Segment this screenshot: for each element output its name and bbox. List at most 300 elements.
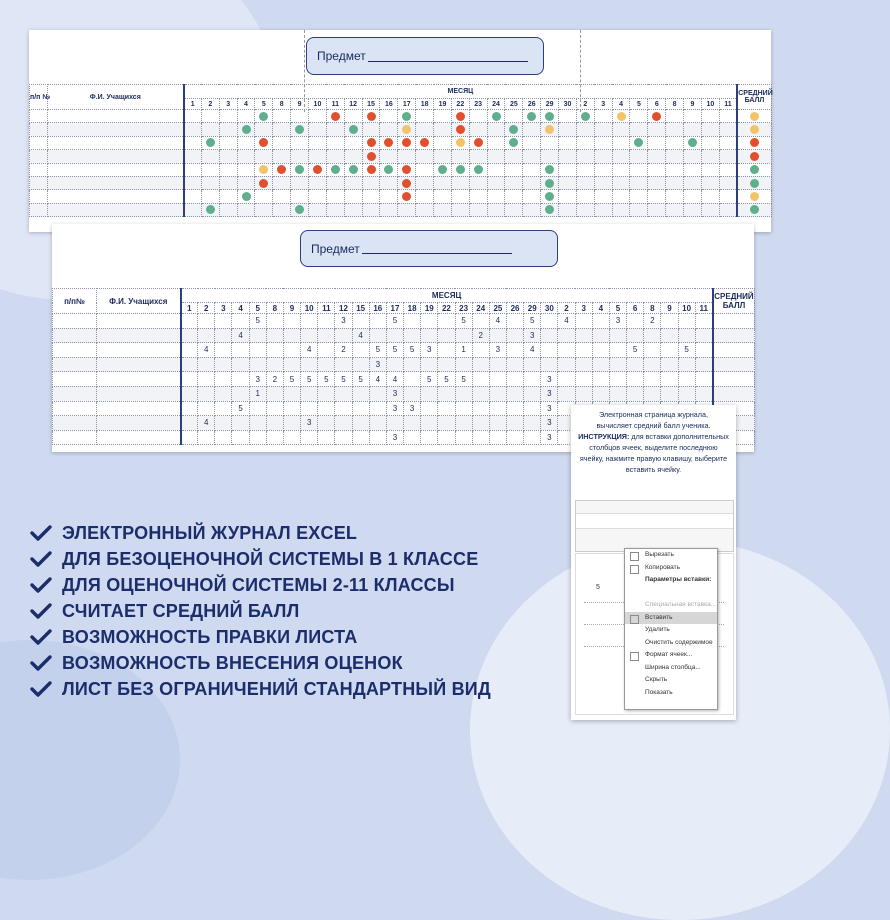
- grade-cell[interactable]: [575, 372, 592, 387]
- grade-cell[interactable]: [438, 401, 455, 416]
- grade-cell[interactable]: [630, 150, 648, 163]
- grade-cell[interactable]: [630, 203, 648, 216]
- grade-cell[interactable]: [575, 357, 592, 372]
- grade-cell[interactable]: 4: [352, 328, 369, 343]
- grade-cell[interactable]: [524, 401, 541, 416]
- grade-cell[interactable]: [326, 123, 344, 136]
- grade-cell[interactable]: [559, 123, 577, 136]
- grade-cell[interactable]: [434, 150, 452, 163]
- grade-cell[interactable]: [273, 110, 291, 123]
- grade-cell[interactable]: [594, 150, 612, 163]
- grade-cell[interactable]: [352, 386, 369, 401]
- grade-cell[interactable]: [283, 386, 300, 401]
- grade-cell[interactable]: [719, 110, 737, 123]
- subject-box[interactable]: [306, 37, 544, 75]
- grade-cell[interactable]: [644, 328, 661, 343]
- grade-cell[interactable]: [362, 190, 380, 203]
- grade-cell[interactable]: [644, 357, 661, 372]
- grade-cell[interactable]: [472, 343, 489, 358]
- grade-cell[interactable]: [301, 314, 318, 329]
- grade-cell[interactable]: [215, 328, 232, 343]
- grade-cell[interactable]: [283, 328, 300, 343]
- grade-cell[interactable]: [505, 123, 523, 136]
- grade-cell[interactable]: [666, 176, 684, 189]
- average-cell[interactable]: [737, 123, 771, 136]
- grade-cell[interactable]: [576, 190, 594, 203]
- grade-cell[interactable]: [255, 150, 273, 163]
- grade-cell[interactable]: 3: [489, 343, 506, 358]
- grade-cell[interactable]: [523, 136, 541, 149]
- grade-cell[interactable]: [469, 110, 487, 123]
- grade-cell[interactable]: [541, 136, 559, 149]
- grade-cell[interactable]: [505, 150, 523, 163]
- grade-cell[interactable]: [627, 314, 644, 329]
- grade-cell[interactable]: [198, 386, 215, 401]
- grade-cell[interactable]: 4: [232, 328, 249, 343]
- grade-cell[interactable]: [421, 328, 438, 343]
- grade-cell[interactable]: [678, 314, 695, 329]
- grade-cell[interactable]: [398, 190, 416, 203]
- grade-cell[interactable]: [469, 176, 487, 189]
- grade-cell[interactable]: [421, 386, 438, 401]
- grade-cell[interactable]: [184, 163, 202, 176]
- grade-cell[interactable]: [661, 372, 678, 387]
- grade-cell[interactable]: [576, 136, 594, 149]
- grade-cell[interactable]: [559, 176, 577, 189]
- grade-cell[interactable]: [237, 190, 255, 203]
- grade-cell[interactable]: [592, 343, 609, 358]
- grade-cell[interactable]: [398, 176, 416, 189]
- grade-cell[interactable]: [612, 150, 630, 163]
- grade-cell[interactable]: [541, 190, 559, 203]
- grade-cell[interactable]: [684, 123, 702, 136]
- grade-cell[interactable]: [438, 343, 455, 358]
- grade-cell[interactable]: [451, 110, 469, 123]
- grade-cell[interactable]: [541, 343, 558, 358]
- student-name[interactable]: [48, 110, 184, 123]
- grade-cell[interactable]: [380, 123, 398, 136]
- grade-cell[interactable]: [421, 430, 438, 445]
- grade-cell[interactable]: [594, 203, 612, 216]
- grade-cell[interactable]: [592, 314, 609, 329]
- grade-cell[interactable]: [291, 176, 309, 189]
- grade-cell[interactable]: [469, 136, 487, 149]
- grade-cell[interactable]: [273, 163, 291, 176]
- grade-cell[interactable]: [335, 401, 352, 416]
- grade-cell[interactable]: [575, 314, 592, 329]
- grade-cell[interactable]: [404, 416, 421, 431]
- grade-cell[interactable]: [472, 314, 489, 329]
- grade-cell[interactable]: 5: [352, 372, 369, 387]
- grade-cell[interactable]: [472, 401, 489, 416]
- grade-cell[interactable]: [283, 343, 300, 358]
- grade-cell[interactable]: [576, 203, 594, 216]
- grade-cell[interactable]: [309, 163, 327, 176]
- grade-cell[interactable]: [592, 372, 609, 387]
- grade-cell[interactable]: 3: [541, 401, 558, 416]
- row-number[interactable]: [53, 401, 97, 416]
- grade-cell[interactable]: [506, 314, 523, 329]
- grade-cell[interactable]: [232, 314, 249, 329]
- grade-cell[interactable]: [524, 372, 541, 387]
- grade-cell[interactable]: [630, 123, 648, 136]
- grade-cell[interactable]: [506, 401, 523, 416]
- context-menu-item[interactable]: [625, 649, 717, 662]
- grade-cell[interactable]: [594, 123, 612, 136]
- grade-cell[interactable]: [369, 401, 386, 416]
- grade-cell[interactable]: [524, 357, 541, 372]
- grade-cell[interactable]: [326, 190, 344, 203]
- context-menu-item[interactable]: [625, 662, 717, 675]
- grade-cell[interactable]: [576, 163, 594, 176]
- grade-cell[interactable]: [695, 372, 713, 387]
- row-number[interactable]: [30, 203, 48, 216]
- grade-cell[interactable]: [416, 190, 434, 203]
- grade-cell[interactable]: [487, 150, 505, 163]
- grade-cell[interactable]: [335, 357, 352, 372]
- grade-cell[interactable]: [630, 136, 648, 149]
- grade-cell[interactable]: [326, 203, 344, 216]
- grade-cell[interactable]: [559, 190, 577, 203]
- grade-cell[interactable]: [416, 136, 434, 149]
- grade-cell[interactable]: [266, 328, 283, 343]
- grade-cell[interactable]: [369, 386, 386, 401]
- grade-cell[interactable]: [451, 150, 469, 163]
- grade-cell[interactable]: [434, 190, 452, 203]
- grade-cell[interactable]: [541, 357, 558, 372]
- grade-cell[interactable]: [273, 190, 291, 203]
- grade-cell[interactable]: [541, 110, 559, 123]
- grade-cell[interactable]: [344, 190, 362, 203]
- grade-cell[interactable]: [201, 110, 219, 123]
- row-number[interactable]: [53, 357, 97, 372]
- grade-cell[interactable]: [237, 163, 255, 176]
- grade-cell[interactable]: [612, 190, 630, 203]
- grade-cell[interactable]: [369, 416, 386, 431]
- grade-cell[interactable]: 3: [386, 430, 403, 445]
- row-number[interactable]: [53, 372, 97, 387]
- grade-cell[interactable]: [666, 203, 684, 216]
- grade-cell[interactable]: [644, 343, 661, 358]
- grade-cell[interactable]: [701, 190, 719, 203]
- grade-cell[interactable]: [318, 401, 335, 416]
- row-number[interactable]: [53, 328, 97, 343]
- grade-cell[interactable]: [630, 163, 648, 176]
- grade-cell[interactable]: [398, 203, 416, 216]
- grade-cell[interactable]: [283, 416, 300, 431]
- grade-cell[interactable]: [255, 110, 273, 123]
- grade-cell[interactable]: [523, 190, 541, 203]
- grade-cell[interactable]: [648, 110, 666, 123]
- grade-cell[interactable]: [505, 203, 523, 216]
- grade-cell[interactable]: [701, 136, 719, 149]
- grade-cell[interactable]: [291, 190, 309, 203]
- grade-cell[interactable]: [181, 416, 198, 431]
- grade-cell[interactable]: [201, 190, 219, 203]
- grade-cell[interactable]: [309, 150, 327, 163]
- grade-cell[interactable]: [523, 123, 541, 136]
- grade-cell[interactable]: [541, 163, 559, 176]
- row-number[interactable]: [53, 314, 97, 329]
- grade-cell[interactable]: [719, 176, 737, 189]
- grade-cell[interactable]: [523, 203, 541, 216]
- grade-cell[interactable]: 5: [455, 314, 472, 329]
- grade-cell[interactable]: [398, 163, 416, 176]
- grade-cell[interactable]: [558, 343, 575, 358]
- grade-cell[interactable]: [666, 136, 684, 149]
- grade-cell[interactable]: [684, 136, 702, 149]
- average-cell[interactable]: [737, 176, 771, 189]
- grade-cell[interactable]: [219, 150, 237, 163]
- grade-cell[interactable]: [198, 357, 215, 372]
- grade-cell[interactable]: [283, 357, 300, 372]
- grade-cell[interactable]: [630, 190, 648, 203]
- grade-cell[interactable]: [421, 401, 438, 416]
- grade-cell[interactable]: [404, 386, 421, 401]
- grade-cell[interactable]: [362, 110, 380, 123]
- grade-cell[interactable]: [318, 386, 335, 401]
- grade-cell[interactable]: [627, 328, 644, 343]
- grade-cell[interactable]: [301, 357, 318, 372]
- grade-cell[interactable]: [309, 110, 327, 123]
- grade-cell[interactable]: [684, 110, 702, 123]
- grade-cell[interactable]: [701, 110, 719, 123]
- grade-cell[interactable]: [523, 110, 541, 123]
- grade-cell[interactable]: [630, 110, 648, 123]
- grade-cell[interactable]: [434, 136, 452, 149]
- grade-cell[interactable]: [198, 430, 215, 445]
- student-name[interactable]: [97, 328, 181, 343]
- student-name[interactable]: [97, 401, 181, 416]
- grade-cell[interactable]: [380, 150, 398, 163]
- row-number[interactable]: [30, 176, 48, 189]
- grade-cell[interactable]: [273, 136, 291, 149]
- grade-cell[interactable]: [612, 110, 630, 123]
- grade-cell[interactable]: [455, 401, 472, 416]
- grade-cell[interactable]: [181, 386, 198, 401]
- grade-cell[interactable]: [181, 357, 198, 372]
- grade-cell[interactable]: [469, 150, 487, 163]
- grade-cell[interactable]: [219, 110, 237, 123]
- grade-cell[interactable]: [215, 372, 232, 387]
- grade-cell[interactable]: [489, 357, 506, 372]
- grade-cell[interactable]: [451, 176, 469, 189]
- grade-cell[interactable]: [344, 150, 362, 163]
- grade-cell[interactable]: [344, 163, 362, 176]
- grade-cell[interactable]: [404, 328, 421, 343]
- grade-cell[interactable]: [326, 136, 344, 149]
- grade-cell[interactable]: [404, 372, 421, 387]
- grade-cell[interactable]: [181, 401, 198, 416]
- grade-cell[interactable]: [648, 136, 666, 149]
- grade-cell[interactable]: 4: [198, 416, 215, 431]
- grade-cell[interactable]: 3: [541, 430, 558, 445]
- grade-cell[interactable]: [701, 176, 719, 189]
- grade-cell[interactable]: 5: [404, 343, 421, 358]
- grade-cell[interactable]: 3: [524, 328, 541, 343]
- grade-cell[interactable]: [609, 386, 626, 401]
- grade-cell[interactable]: [215, 357, 232, 372]
- grade-cell[interactable]: [181, 328, 198, 343]
- grade-cell[interactable]: [609, 357, 626, 372]
- grade-cell[interactable]: [438, 314, 455, 329]
- grade-cell[interactable]: [386, 328, 403, 343]
- student-name[interactable]: [97, 372, 181, 387]
- grade-cell[interactable]: [309, 190, 327, 203]
- grade-cell[interactable]: [666, 150, 684, 163]
- context-menu-item[interactable]: [625, 687, 717, 700]
- grade-cell[interactable]: [326, 163, 344, 176]
- grade-cell[interactable]: [184, 190, 202, 203]
- grade-cell[interactable]: [215, 401, 232, 416]
- grade-cell[interactable]: [232, 343, 249, 358]
- grade-cell[interactable]: [249, 430, 266, 445]
- grade-cell[interactable]: 5: [249, 314, 266, 329]
- grade-cell[interactable]: [215, 386, 232, 401]
- grade-cell[interactable]: [505, 110, 523, 123]
- grade-cell[interactable]: [291, 163, 309, 176]
- grade-cell[interactable]: [335, 430, 352, 445]
- grade-cell[interactable]: [506, 372, 523, 387]
- grade-cell[interactable]: [291, 203, 309, 216]
- grade-cell[interactable]: [434, 110, 452, 123]
- grade-cell[interactable]: [523, 150, 541, 163]
- grade-cell[interactable]: [201, 203, 219, 216]
- student-name[interactable]: [97, 416, 181, 431]
- grade-cell[interactable]: [219, 190, 237, 203]
- grade-cell[interactable]: [559, 150, 577, 163]
- grade-cell[interactable]: [487, 176, 505, 189]
- grade-cell[interactable]: [701, 123, 719, 136]
- grade-cell[interactable]: [249, 416, 266, 431]
- grade-cell[interactable]: [648, 163, 666, 176]
- row-number[interactable]: [30, 150, 48, 163]
- context-menu-item[interactable]: [625, 599, 717, 612]
- grade-cell[interactable]: [301, 386, 318, 401]
- grade-cell[interactable]: [237, 110, 255, 123]
- grade-cell[interactable]: [487, 136, 505, 149]
- student-name[interactable]: [97, 343, 181, 358]
- grade-cell[interactable]: [489, 416, 506, 431]
- grade-cell[interactable]: [237, 123, 255, 136]
- student-name[interactable]: [48, 150, 184, 163]
- student-name[interactable]: [97, 357, 181, 372]
- average-value[interactable]: [713, 372, 755, 387]
- grade-cell[interactable]: 4: [524, 343, 541, 358]
- grade-cell[interactable]: [719, 150, 737, 163]
- grade-cell[interactable]: 2: [335, 343, 352, 358]
- grade-cell[interactable]: [309, 123, 327, 136]
- grade-cell[interactable]: [255, 190, 273, 203]
- grade-cell[interactable]: [283, 401, 300, 416]
- grade-cell[interactable]: [438, 416, 455, 431]
- grade-cell[interactable]: [273, 203, 291, 216]
- grade-cell[interactable]: [309, 136, 327, 149]
- grade-cell[interactable]: [701, 150, 719, 163]
- grade-cell[interactable]: [301, 328, 318, 343]
- grade-cell[interactable]: [181, 314, 198, 329]
- grade-cell[interactable]: [201, 123, 219, 136]
- grade-cell[interactable]: [386, 416, 403, 431]
- grade-cell[interactable]: [666, 123, 684, 136]
- grade-cell[interactable]: [678, 386, 695, 401]
- grade-cell[interactable]: [249, 401, 266, 416]
- grade-cell[interactable]: [291, 110, 309, 123]
- grade-cell[interactable]: [455, 416, 472, 431]
- grade-cell[interactable]: [609, 328, 626, 343]
- grade-cell[interactable]: [362, 163, 380, 176]
- grade-cell[interactable]: [232, 357, 249, 372]
- grade-cell[interactable]: [309, 203, 327, 216]
- grade-cell[interactable]: [661, 328, 678, 343]
- row-number[interactable]: [30, 123, 48, 136]
- grade-cell[interactable]: [559, 163, 577, 176]
- grade-cell[interactable]: 3: [541, 416, 558, 431]
- grade-cell[interactable]: 2: [472, 328, 489, 343]
- grade-cell[interactable]: 5: [678, 343, 695, 358]
- grade-cell[interactable]: [648, 123, 666, 136]
- grade-cell[interactable]: [421, 357, 438, 372]
- grade-cell[interactable]: [318, 430, 335, 445]
- grade-cell[interactable]: [434, 203, 452, 216]
- grade-cell[interactable]: [380, 176, 398, 189]
- grade-cell[interactable]: [506, 416, 523, 431]
- grade-cell[interactable]: [575, 328, 592, 343]
- grade-cell[interactable]: [487, 123, 505, 136]
- grade-cell[interactable]: [558, 328, 575, 343]
- grade-cell[interactable]: [362, 123, 380, 136]
- grade-cell[interactable]: [380, 163, 398, 176]
- student-name[interactable]: [48, 190, 184, 203]
- grade-cell[interactable]: [232, 416, 249, 431]
- grade-cell[interactable]: [266, 314, 283, 329]
- average-value[interactable]: [713, 314, 755, 329]
- grade-cell[interactable]: [469, 123, 487, 136]
- grade-cell[interactable]: [352, 343, 369, 358]
- grade-cell[interactable]: [215, 430, 232, 445]
- grade-cell[interactable]: [198, 328, 215, 343]
- grade-cell[interactable]: [198, 372, 215, 387]
- grade-cell[interactable]: [380, 203, 398, 216]
- grade-cell[interactable]: [201, 176, 219, 189]
- grade-cell[interactable]: 4: [198, 343, 215, 358]
- grade-cell[interactable]: [291, 150, 309, 163]
- grade-cell[interactable]: [489, 430, 506, 445]
- grade-cell[interactable]: [506, 357, 523, 372]
- grade-cell[interactable]: [416, 123, 434, 136]
- grade-cell[interactable]: [181, 343, 198, 358]
- grade-cell[interactable]: [255, 136, 273, 149]
- grade-cell[interactable]: 5: [283, 372, 300, 387]
- grade-cell[interactable]: [232, 386, 249, 401]
- context-menu-item[interactable]: [625, 674, 717, 687]
- grade-cell[interactable]: [215, 314, 232, 329]
- grade-cell[interactable]: [541, 150, 559, 163]
- grade-cell[interactable]: [237, 136, 255, 149]
- grade-cell[interactable]: [594, 110, 612, 123]
- grade-cell[interactable]: [506, 430, 523, 445]
- average-cell[interactable]: [737, 110, 771, 123]
- grade-cell[interactable]: [318, 416, 335, 431]
- average-value[interactable]: [713, 328, 755, 343]
- grade-cell[interactable]: [421, 314, 438, 329]
- grade-cell[interactable]: [326, 176, 344, 189]
- grade-cell[interactable]: [489, 401, 506, 416]
- grade-cell[interactable]: [201, 136, 219, 149]
- grade-cell[interactable]: [451, 136, 469, 149]
- grade-cell[interactable]: [438, 386, 455, 401]
- grade-cell[interactable]: [701, 163, 719, 176]
